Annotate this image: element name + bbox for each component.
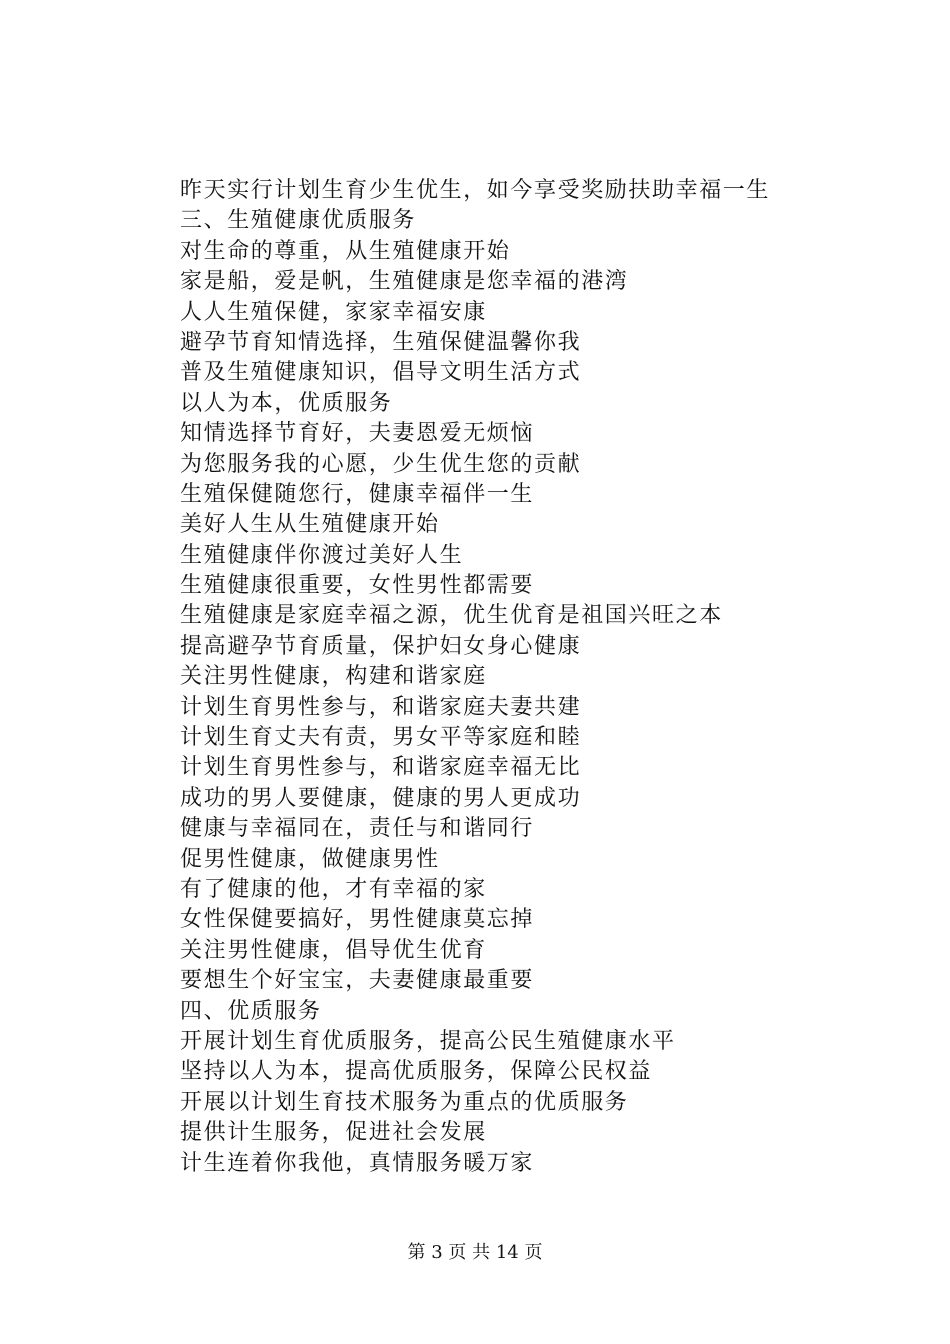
text-line: 要想生个好宝宝，夫妻健康最重要 bbox=[180, 968, 535, 994]
text-line: 人人生殖保健，家家幸福安康 bbox=[180, 299, 487, 325]
page-footer: 第 3 页 共 14 页 bbox=[407, 1242, 543, 1263]
text-line: 促男性健康，做健康男性 bbox=[180, 846, 440, 872]
text-line: 生殖健康伴你渡过美好人生 bbox=[180, 542, 464, 568]
text-line: 健康与幸福同在，责任与和谐同行 bbox=[180, 816, 535, 842]
text-line: 知情选择节育好，夫妻恩爱无烦恼 bbox=[180, 421, 535, 447]
text-line: 坚持以人为本，提高优质服务，保障公民权益 bbox=[180, 1059, 653, 1085]
text-line: 四、优质服务 bbox=[180, 998, 322, 1024]
text-line: 三、生殖健康优质服务 bbox=[180, 208, 417, 234]
text-line: 昨天实行计划生育少生优生，如今享受奖励扶助幸福一生 bbox=[180, 178, 771, 203]
text-line: 计生连着你我他，真情服务暖万家 bbox=[180, 1150, 535, 1176]
text-line: 以人为本，优质服务 bbox=[180, 390, 393, 416]
text-line: 对生命的尊重，从生殖健康开始 bbox=[180, 238, 511, 264]
text-line: 开展以计划生育技术服务为重点的优质服务 bbox=[180, 1089, 629, 1115]
text-line: 计划生育男性参与，和谐家庭幸福无比 bbox=[180, 755, 582, 781]
document-body bbox=[180, 176, 880, 1179]
text-line: 女性保健要搞好，男性健康莫忘掉 bbox=[180, 907, 535, 933]
text-line: 提高避孕节育质量，保护妇女身心健康 bbox=[180, 633, 582, 659]
text-line: 生殖健康是家庭幸福之源，优生优育是祖国兴旺之本 bbox=[180, 603, 723, 629]
text-line: 计划生育丈夫有责，男女平等家庭和睦 bbox=[180, 725, 582, 751]
text-line: 生殖保健随您行，健康幸福伴一生 bbox=[180, 481, 535, 507]
text-line: 普及生殖健康知识，倡导文明生活方式 bbox=[180, 360, 582, 386]
text-line: 成功的男人要健康，健康的男人更成功 bbox=[180, 785, 582, 811]
text-line: 家是船，爱是帆，生殖健康是您幸福的港湾 bbox=[180, 269, 629, 295]
text-line: 提供计生服务，促进社会发展 bbox=[180, 1120, 487, 1146]
text-line: 开展计划生育优质服务，提高公民生殖健康水平 bbox=[180, 1028, 676, 1054]
text-line: 避孕节育知情选择，生殖保健温馨你我 bbox=[180, 329, 582, 355]
text-line: 为您服务我的心愿，少生优生您的贡献 bbox=[180, 451, 582, 477]
text-line: 计划生育男性参与，和谐家庭夫妻共建 bbox=[180, 694, 582, 720]
text-line: 关注男性健康，构建和谐家庭 bbox=[180, 664, 487, 690]
text-line: 关注男性健康，倡导优生优育 bbox=[180, 937, 487, 963]
text-line: 生殖健康很重要，女性男性都需要 bbox=[180, 573, 535, 599]
text-line: 有了健康的他，才有幸福的家 bbox=[180, 876, 487, 902]
text-line: 美好人生从生殖健康开始 bbox=[180, 512, 440, 538]
